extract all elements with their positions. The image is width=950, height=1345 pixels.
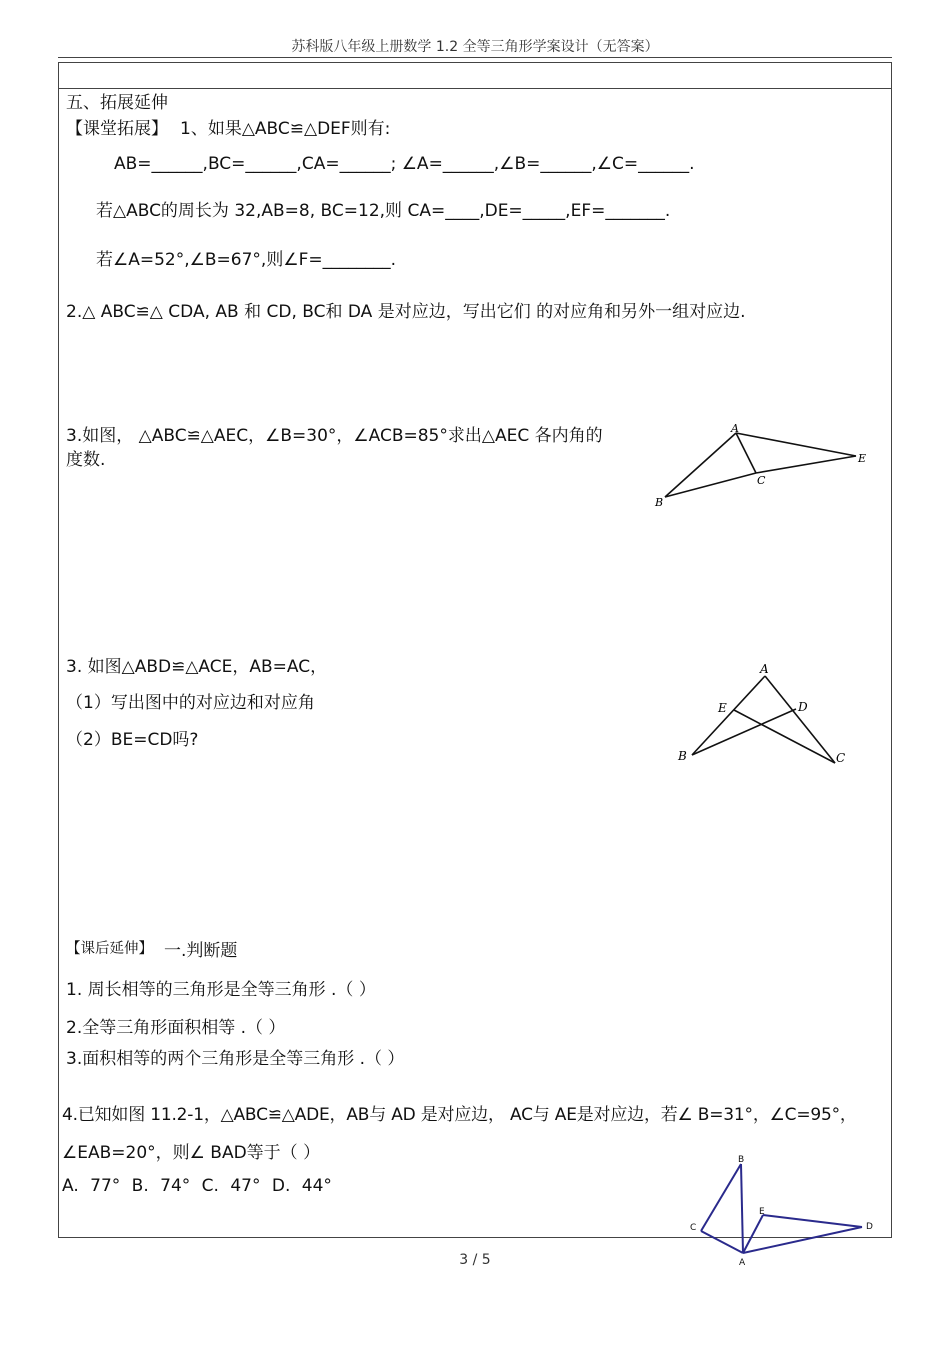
label-d: D	[866, 1222, 873, 1232]
q3b-line1: 3. 如图△ABD≌△ACE，AB=AC，	[66, 657, 328, 677]
q4-line1: 4.已知如图 11.2-1，△ABC≌△ADE，AB与 AD 是对应边， AC与 AE是对应边，若∠ B=31°，∠C=95°，	[62, 1105, 857, 1125]
q1-line2: 若△ABC的周长为 32,AB=8, BC=12,则 CA=____,DE=_____,EF=_______.	[96, 201, 671, 221]
label-e: E	[858, 452, 867, 465]
table-row-border	[58, 88, 892, 89]
header-rule	[58, 57, 892, 58]
after-ext-title: 一.判断题	[164, 941, 238, 961]
label-a: A	[760, 662, 769, 676]
label-b: B	[655, 496, 664, 509]
label-e: E	[759, 1207, 765, 1217]
q3a-line1: 3.如图， △ABC≌△AEC，∠B=30°，∠ACB=85°求出△AEC 各内角的	[66, 426, 603, 446]
table-left-border	[58, 62, 59, 1238]
figure-abc-ade-lines	[701, 1164, 862, 1253]
label-b: B	[678, 749, 687, 763]
label-c: C	[690, 1223, 697, 1233]
label-a: A	[739, 1258, 746, 1268]
label-b: B	[738, 1155, 745, 1165]
figure-abd-ace	[672, 660, 857, 770]
q1-line3: 若∠A=52°,∠B=67°,则∠F=________.	[96, 250, 396, 270]
figure-abd-ace-lines	[692, 676, 835, 763]
q1-line1: AB=______,BC=______,CA=______; ∠A=______,∠B=______,∠C=______.	[114, 154, 695, 174]
page-header: 苏科版八年级上册数学 1.2 全等三角形学案设计（无答案）	[291, 39, 659, 55]
q3b-line2: （1）写出图中的对应边和对应角	[66, 693, 315, 713]
label-a: A	[731, 422, 739, 435]
label-d: D	[798, 700, 808, 714]
q1-intro: 1、如果△ABC≌△DEF则有:	[180, 119, 391, 139]
q3b-line3: （2）BE=CD吗?	[66, 730, 199, 750]
q2-text: 2.△ ABC≌△ CDA, AB 和 CD, BC和 DA 是对应边，写出它们 的对应角和另外一组对应边.	[66, 302, 746, 322]
figure-abc-aec-lines	[665, 433, 856, 497]
judge-item-1: 1. 周长相等的三角形是全等三角形 .（ ）	[66, 980, 376, 1000]
page-number: 3 / 5	[459, 1252, 491, 1268]
table-right-border	[891, 62, 892, 1238]
judge-item-3: 3.面积相等的两个三角形是全等三角形 .（ ）	[66, 1049, 405, 1069]
figure-abc-aec	[648, 420, 878, 512]
q4-options: A. 77° B. 74° C. 47° D. 44°	[62, 1176, 332, 1196]
section-heading: 五、拓展延伸	[66, 93, 168, 113]
after-ext-label: 【课后延伸】	[66, 941, 153, 957]
q4-line2: ∠EAB=20°，则∠ BAD等于（ ）	[62, 1143, 321, 1163]
label-c: C	[836, 751, 846, 765]
table-top-border	[58, 62, 892, 63]
judge-item-2: 2.全等三角形面积相等 .（ ）	[66, 1018, 286, 1038]
label-e: E	[718, 701, 727, 715]
label-c: C	[757, 474, 766, 487]
q3a-line2: 度数.	[66, 450, 106, 470]
class-ext-label: 【课堂拓展】	[66, 119, 168, 139]
